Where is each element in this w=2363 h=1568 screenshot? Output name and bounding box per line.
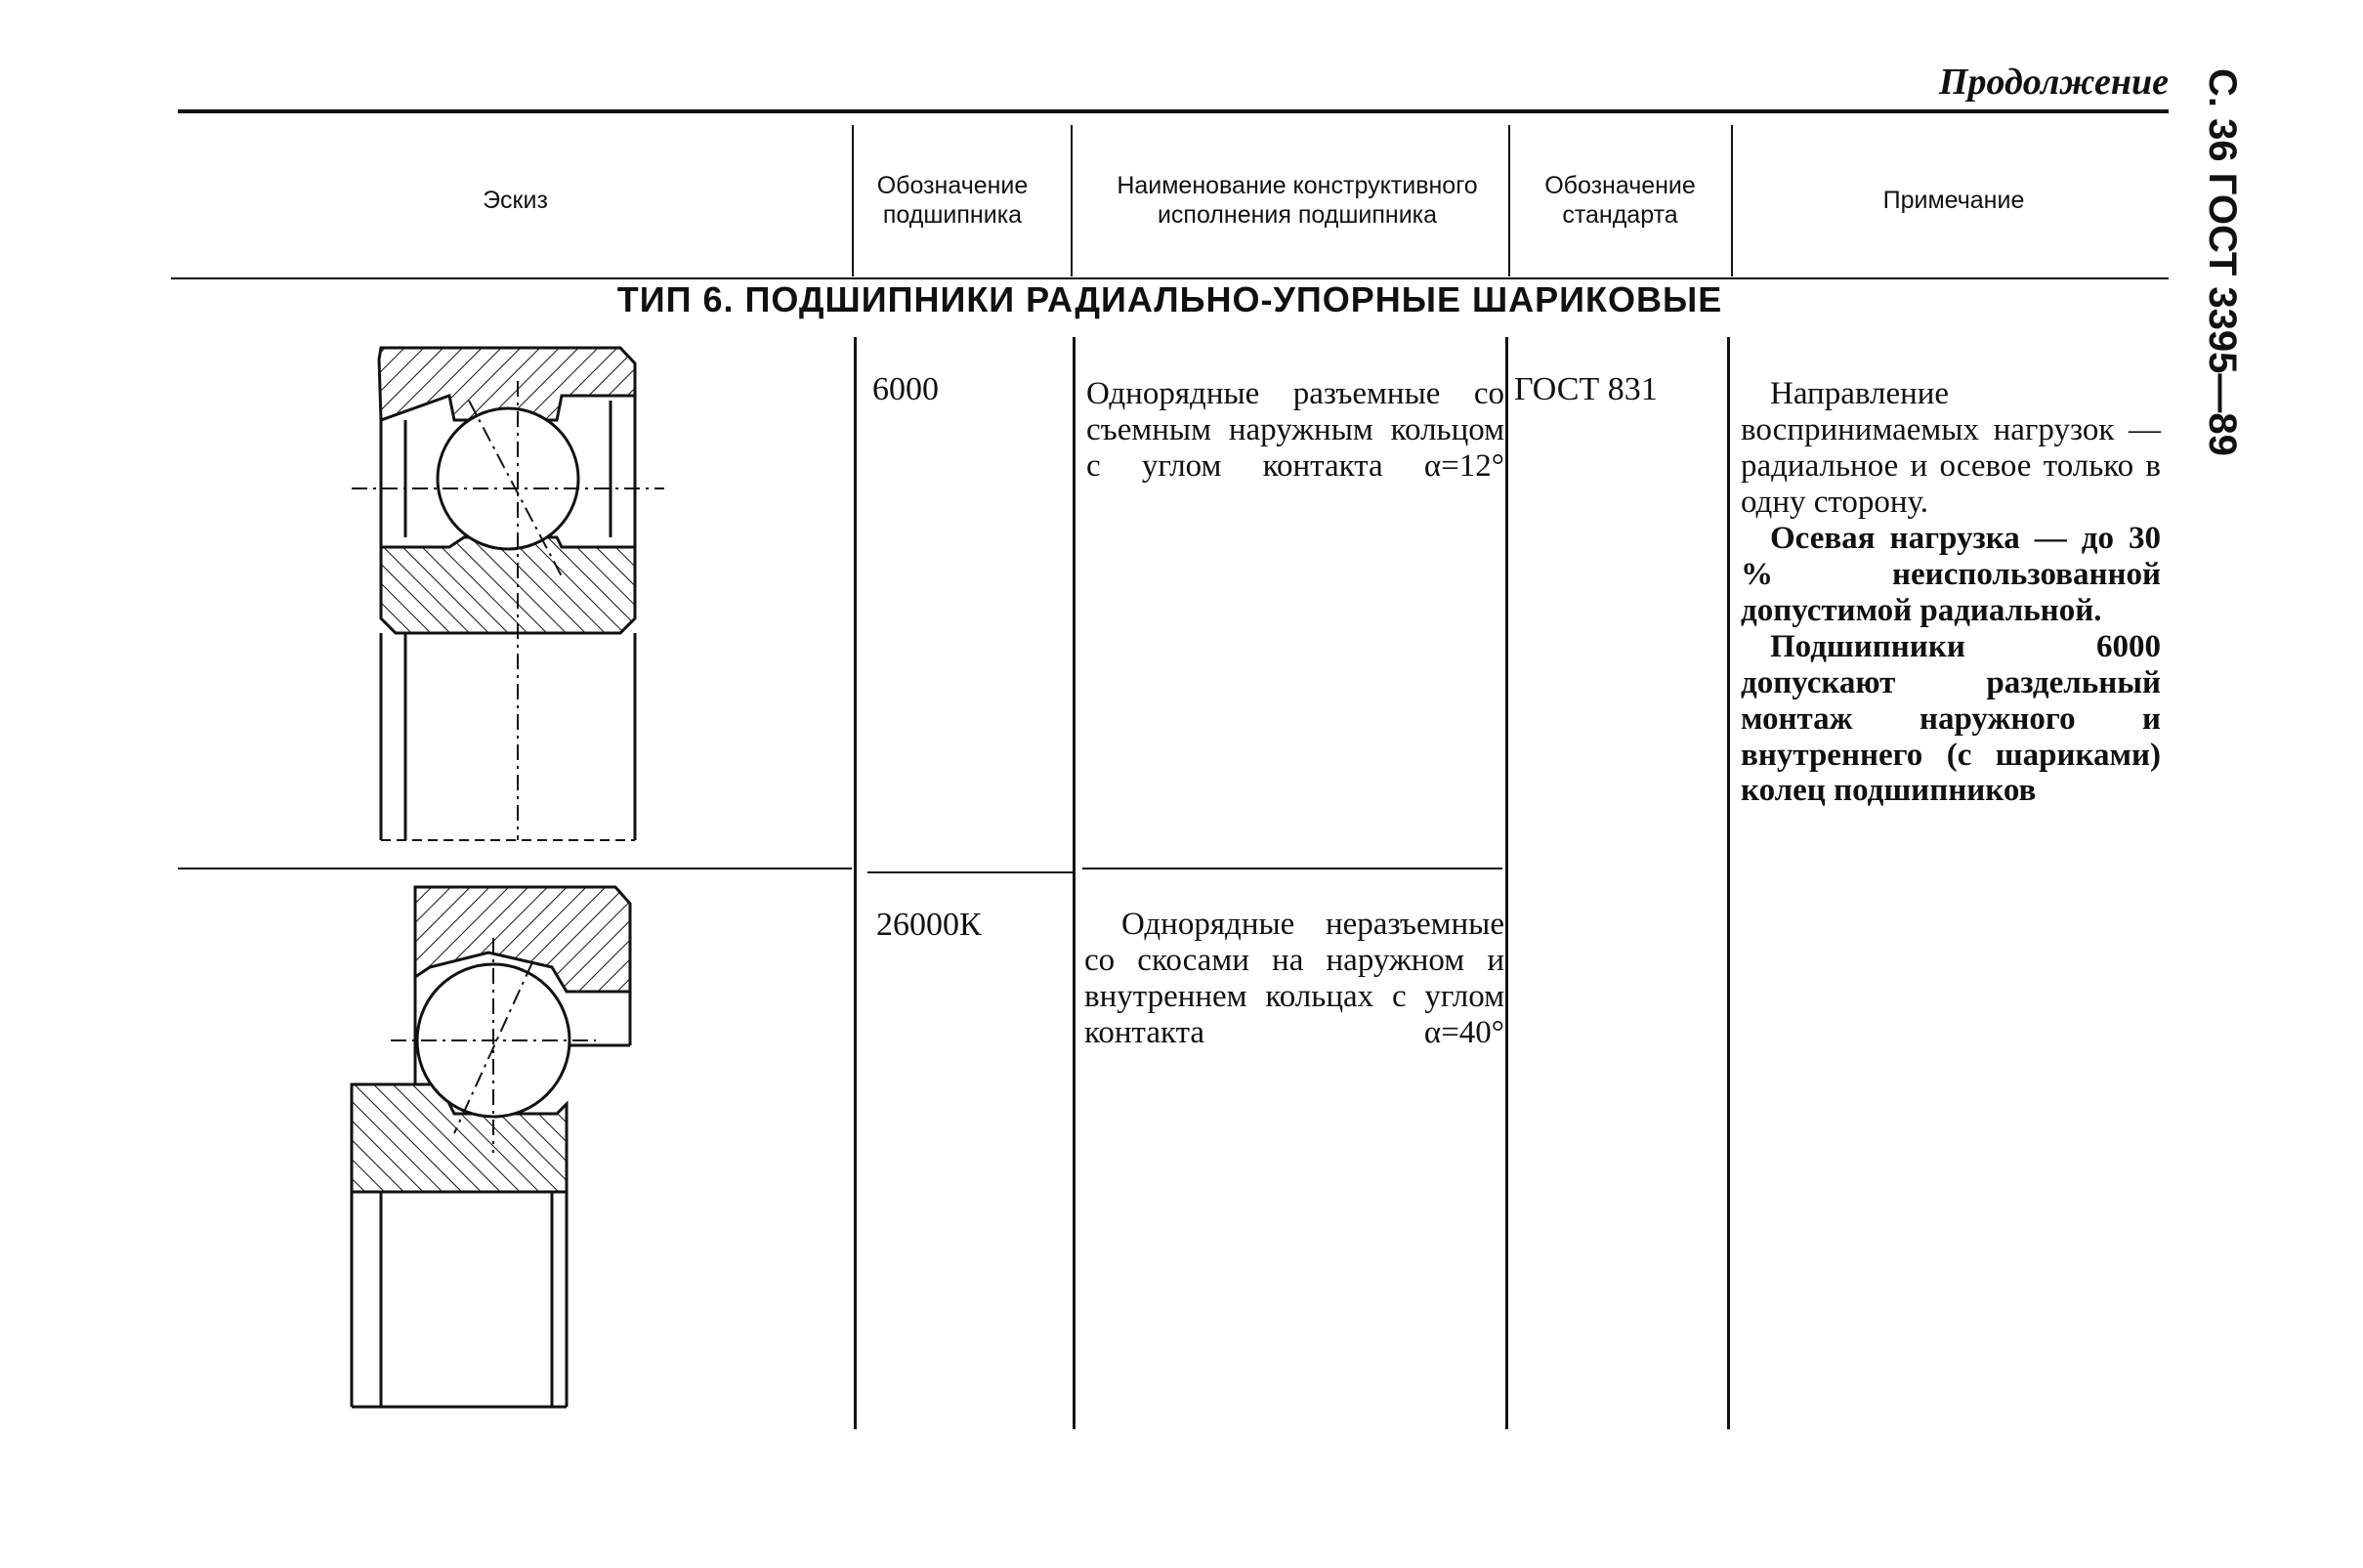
ball [438, 408, 578, 549]
type-title: ТИП 6. ПОДШИПНИКИ РАДИАЛЬНО-УПОРНЫЕ ШАРИКОВЫЕ [616, 279, 1723, 319]
row-separator-designation [867, 871, 1073, 873]
header-designation [876, 125, 1029, 276]
header-note: Примечание [1882, 186, 2025, 214]
row-separator-name [1082, 868, 1502, 869]
col-divider-4 [1727, 337, 1730, 1429]
col-divider-1 [854, 337, 857, 1429]
col-divider-2 [1073, 337, 1076, 1429]
row1-designation: 6000 [872, 371, 939, 407]
row1-note-p3: Подшипники 6000 допускают раздельный монтаж наружного и внутреннего (с шариками) колец подшипников [1741, 628, 2161, 809]
header-designation-text: Обозначение подшипника [876, 172, 1029, 229]
col-divider-2-header [1071, 125, 1073, 276]
col-divider-4-header [1731, 125, 1733, 276]
inner-ring [381, 537, 635, 633]
sketch-bearing-26000k [342, 879, 654, 1426]
row2-design-name: Однорядные неразъемные со скосами на наружном и внутреннем кольцах с углом контакта α=40° [1084, 907, 1504, 1050]
side-page-header [2171, 68, 2317, 479]
continued-label: Продолжение [1938, 62, 2169, 103]
col-divider-3 [1505, 337, 1508, 1429]
row1-note [1741, 376, 2161, 809]
sketch-bearing-6000 [352, 342, 664, 850]
header-standard-text: Обозначение стандарта [1544, 172, 1696, 229]
row1-standard: ГОСТ 831 [1514, 371, 1658, 407]
header-design-name [1092, 125, 1502, 276]
side-page-header-text: С. 36 ГОСТ 3395—89 [2201, 68, 2244, 456]
row1-design-name: Однорядные разъемные со съемным наружным кольцом с углом контакта α=12° [1086, 376, 1504, 484]
col-divider-3-header [1508, 125, 1510, 276]
header-design-name-text: Наименование конструктивного исполнения подшипника [1117, 172, 1478, 229]
col-divider-1-header [852, 125, 854, 276]
row2-designation: 26000К [876, 907, 982, 943]
header-standard [1520, 125, 1720, 276]
row1-note-p2: Осевая нагрузка — до 30 % неиспользованной допустимой радиальной. [1741, 520, 2161, 628]
table-top-rule [178, 109, 2169, 113]
row1-note-p1: Направление воспринимаемых нагрузок — радиальное и осевое только в одну сторону. [1741, 376, 2161, 520]
header-sketch: Эскиз [483, 186, 548, 214]
row-separator-sketch [178, 868, 852, 869]
